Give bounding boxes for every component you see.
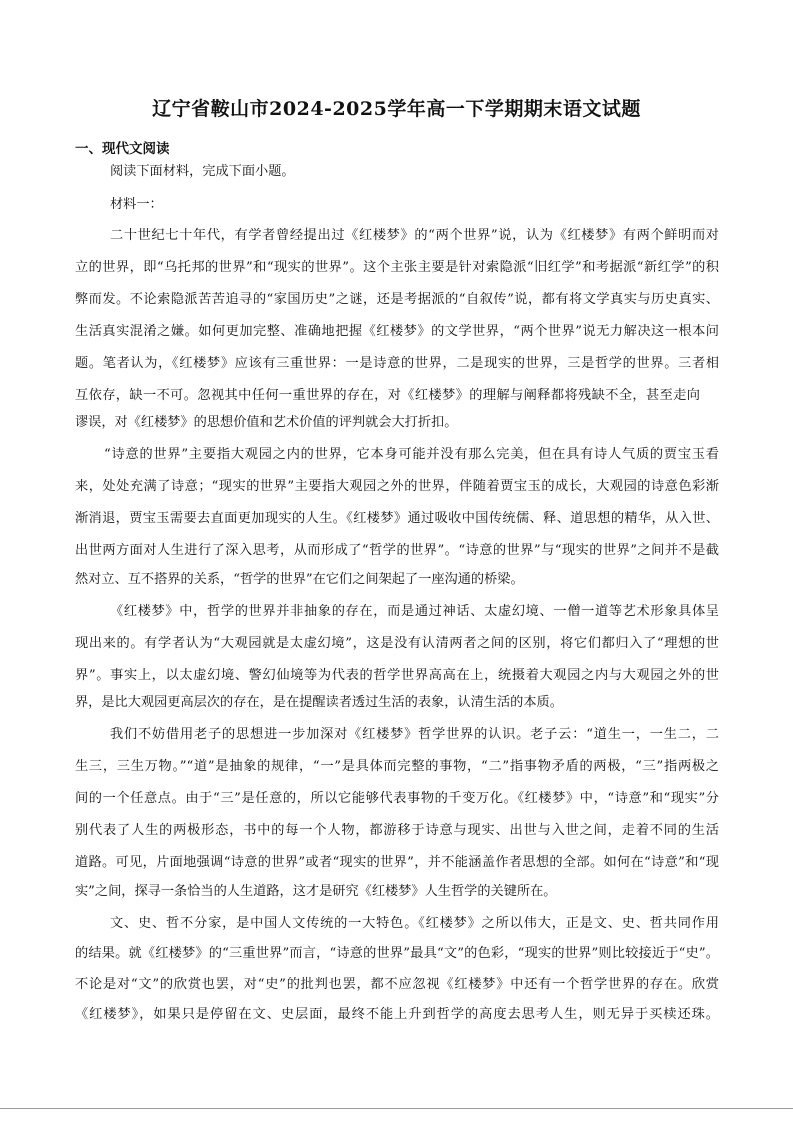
text-line: 道路。可见，片面地强调“诗意的世界”或者“现实的世界”，并不能涵盖作者思想的全部。如何在“诗意”和“现: [75, 855, 719, 870]
text-line: 别代表了人生的两极形态，书中的每一个人物，都游移于诗意与现实、出世与入世之间，走着不同的生活: [75, 823, 719, 838]
text-line: 《红楼梦》，如果只是停留在文、史层面，最终不能上升到哲学的高度去思考人生，则无异于买椟还珠。: [75, 1007, 719, 1022]
text-line: 渐消退，贾宝玉需要去直面更加现实的人生。《红楼梦》通过吸收中国传统儒、释、道思想的精华，从入世、: [75, 511, 719, 526]
text-line: 现出来的。有学者认为“大观园就是太虚幻境”，这是没有认清两者之间的区别，将它们都归入了“理想的世: [75, 636, 719, 651]
text-line: 然对立、互不搭界的关系，“哲学的世界”在它们之间架起了一座沟通的桥梁。: [75, 572, 524, 587]
text-line: 界，是比大观园更高层次的存在，是在提醒读者透过生活的表象，认清生活的本质。: [75, 695, 563, 710]
text-line: “诗意的世界”主要指大观园之内的世界，它本身可能并没有那么完美，但在具有诗人气质的贾宝玉看: [104, 447, 719, 462]
instruction-text: 阅读下面材料，完成下面小题。: [110, 164, 295, 179]
text-line: 文、史、哲不分家，是中国人文传统的一大特色。《红楼梦》之所以伟大，正是文、史、哲共同作用: [110, 916, 719, 931]
text-line: 实”之间，探寻一条恰当的人生道路，这才是研究《红楼梦》人生哲学的关键所在。: [75, 884, 557, 899]
text-line: 不论是对“文”的欣赏也罢，对“史”的批判也罢，都不应忽视《红楼梦》中还有一个哲学世界的存在。欣赏: [75, 977, 719, 992]
text-line: 的结果。就《红楼梦》的“三重世界”而言，“诗意的世界”最具“文”的色彩，“现实的世界”则比较接近于“史”。: [75, 946, 719, 961]
text-line: 来，处处充满了诗意；“现实的世界”主要指大观园之外的世界，伴随着贾宝玉的成长，大观园的诗意色彩渐: [75, 479, 719, 494]
section-heading: 一、现代文阅读: [75, 141, 170, 157]
document-title: 辽宁省鞍山市2024-2025学年高一下学期期末语文试题: [152, 98, 641, 120]
text-line: 间的一个任意点。由于“三”是任意的，所以它能够代表事物的千变万化。《红楼梦》中，“诗意”和“现实”分: [75, 791, 719, 806]
text-line: 互依存，缺一不可。忽视其中任何一重世界的存在，对《红楼梦》的理解与阐释都将残缺不全，甚至走向: [75, 388, 700, 403]
text-line: 生三，三生万物。”“道”是抽象的规律，“一”是具体而完整的事物，“二”指事物矛盾的两极，“三”指两极之: [75, 759, 719, 774]
text-line: 界”。事实上，以太虚幻境、警幻仙境等为代表的哲学世界高高在上，统摄着大观园之内与大观园之外的世: [75, 668, 719, 683]
text-line: 出世两方面对人生进行了深入思考，从而形成了“哲学的世界”。“诗意的世界”与“现实的世界”之间并不是截: [75, 543, 719, 558]
material-label: 材料一：: [110, 197, 163, 212]
text-line: 题。笔者认为，《红楼梦》应该有三重世界：一是诗意的世界，二是现实的世界，三是哲学的世界。三者相: [75, 356, 719, 371]
text-line: 弊而发。不论索隐派苦苦追寻的“家国历史”之谜，还是考据派的“自叙传”说，都有将文学真实与历史真实、: [75, 292, 719, 307]
text-line: 二十世纪七十年代，有学者曾经提出过《红楼梦》的“两个世界”说，认为《红楼梦》有两个鲜明而对: [110, 228, 719, 243]
text-line: 《红楼梦》中，哲学的世界并非抽象的存在，而是通过神话、太虚幻境、一僧一道等艺术形象具体呈: [110, 604, 719, 619]
page-bottom-rule: [0, 1108, 793, 1109]
text-line: 我们不妨借用老子的思想进一步加深对《红楼梦》哲学世界的认识。老子云：“道生一，一生二，二: [110, 727, 719, 742]
text-line: 谬误，对《红楼梦》的思想价值和艺术价值的评判就会大打折扣。: [75, 415, 458, 430]
text-line: 立的世界，即“乌托邦的世界”和“现实的世界”。这个主张主要是针对索隐派“旧红学”和考据派“新红学”的积: [75, 260, 719, 275]
text-line: 生活真实混淆之嫌。如何更加完整、准确地把握《红楼梦》的文学世界，“两个世界”说无力解决这一根本问: [75, 324, 719, 339]
